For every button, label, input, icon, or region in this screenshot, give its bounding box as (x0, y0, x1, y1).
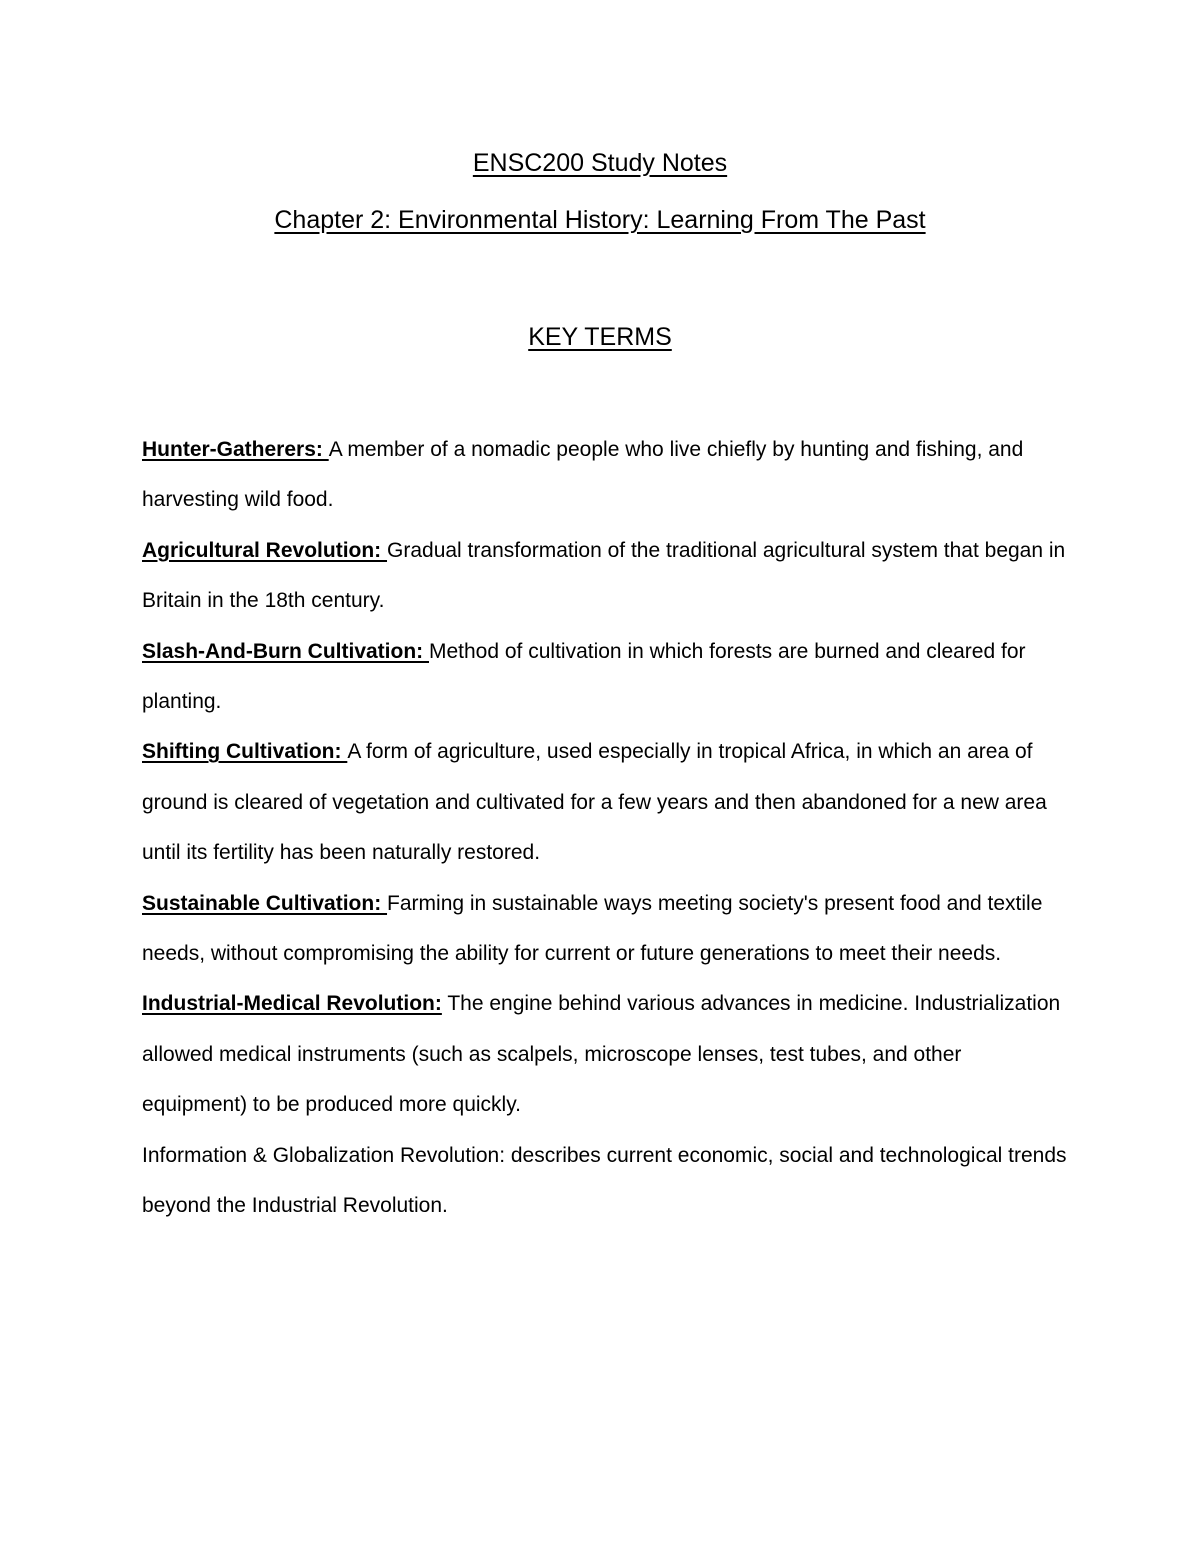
key-terms-list (142, 425, 1067, 1232)
term-entry (142, 627, 1067, 728)
term-entry (142, 425, 1067, 526)
term-entry (142, 727, 1067, 878)
term-definition: Farming in sustainable ways meeting society's present food and textile needs, without compromising the ability for current or future generations to meet their needs. (142, 891, 1043, 966)
term-entry (142, 526, 1067, 627)
term-entry (142, 979, 1067, 1130)
term-definition: Gradual transformation of the traditional agricultural system that began in Britain in the 18th century. (142, 538, 1066, 613)
term-name: Slash-And-Burn Cultivation: (142, 639, 429, 663)
term-name: Shifting Cultivation: (142, 740, 348, 764)
term-definition: A form of agriculture, used especially in tropical Africa, in which an area of ground is cleared of vegetation and cultivated for a few years and then abandoned for a new area until its fertility has been naturally restored. (142, 740, 1047, 865)
term-definition: Method of cultivation in which forests are burned and cleared for planting. (142, 639, 1026, 714)
term-name: Sustainable Cultivation: (142, 891, 388, 915)
term-name: Agricultural Revolution: (142, 538, 388, 562)
document-title: ENSC200 Study Notes (472, 149, 728, 177)
key-terms-heading: KEY TERMS (528, 323, 672, 351)
term-name: Industrial-Medical Revolution: (142, 992, 442, 1016)
closing-paragraph: Information & Globalization Revolution: describes current economic, social and technological trends beyond the Industrial Revolution. (142, 1143, 1067, 1218)
term-definition: A member of a nomadic people who live chiefly by hunting and fishing, and harvesting wild food. (142, 438, 1024, 512)
chapter-title: Chapter 2: Environmental History: Learning From The Past (274, 206, 926, 234)
term-entry (142, 879, 1067, 980)
term-name: Hunter-Gatherers: (142, 438, 329, 461)
term-definition: The engine behind various advances in medicine. Industrialization allowed medical instruments (such as scalpels, microscope lenses, test tubes, and other equipment) to be produced more quickly. (142, 992, 1061, 1117)
